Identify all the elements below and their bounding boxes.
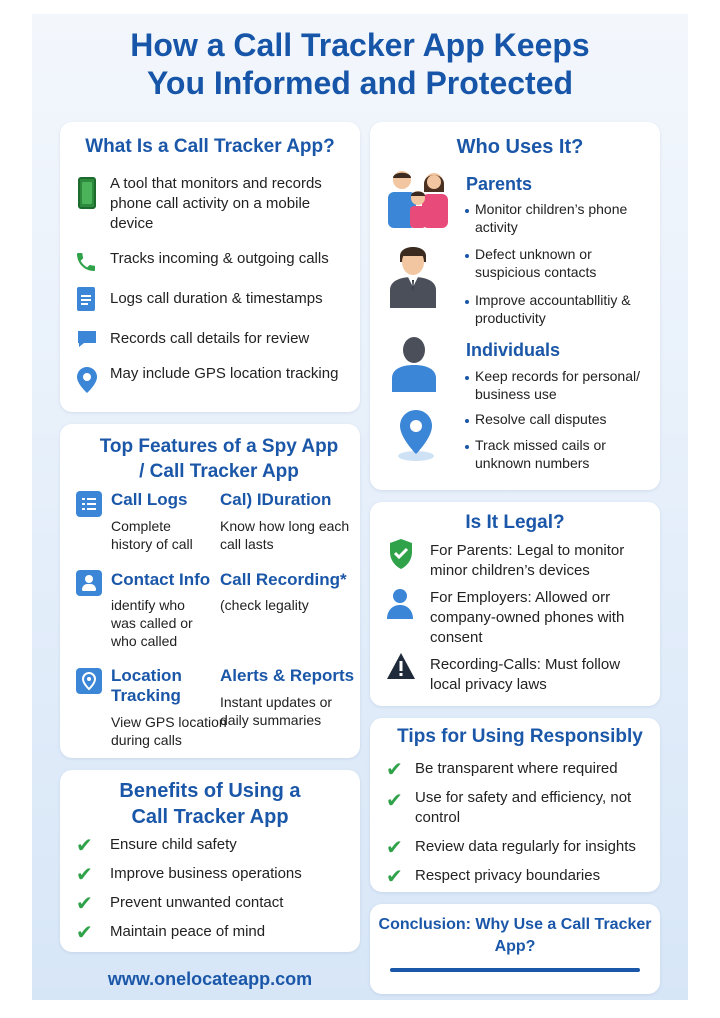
benefit-item-3: Prevent unwanted contact [110, 894, 284, 911]
legal-item-2: For Employers: Allowed orr company-owned phones with consent [430, 589, 625, 646]
feature-location-title-line-2: Tracking [111, 686, 181, 705]
phone-handset-icon [74, 250, 98, 279]
tip-item-2: Use for safety and efficiency, not control [415, 789, 632, 826]
what-is-item-2: Tracks incoming & outgoing calls [110, 250, 329, 267]
businessman-icon [388, 240, 438, 313]
person-icon [386, 587, 414, 624]
bullet-dot [465, 445, 469, 449]
bullet-dot [465, 419, 469, 423]
chat-bubble-icon [75, 327, 99, 356]
contact-card-icon [76, 570, 102, 596]
legal-card [370, 502, 660, 706]
check-icon: ✔ [76, 864, 93, 886]
features-heading [60, 434, 378, 484]
legal-item-3: Recording-Calls: Must follow local privacy laws [430, 656, 621, 693]
page-title [32, 26, 688, 102]
check-icon: ✔ [386, 790, 403, 812]
check-icon: ✔ [76, 893, 93, 915]
tip-item-4: Respect privacy boundaries [415, 867, 601, 884]
individuals-bullet-1: Keep records for personal/ business use [475, 368, 640, 402]
what-is-item-5: May include GPS location tracking [110, 365, 339, 382]
legal-heading: Is It Legal? [465, 512, 565, 533]
feature-call-logs-title: Call Logs [111, 490, 188, 509]
benefit-item-2: Improve business operations [110, 865, 302, 882]
feature-location-tracking-title [111, 666, 182, 706]
benefits-card [60, 770, 360, 952]
check-icon: ✔ [386, 866, 403, 888]
check-icon: ✔ [386, 837, 403, 859]
location-pin-icon [76, 366, 98, 399]
parents-label: Parents [466, 174, 533, 194]
title-line-2: You Informed and Protected [146, 65, 574, 101]
footer-url[interactable]: www.onelocateapp.com [107, 969, 313, 989]
feature-call-duration-desc: Know how long each call lasts [220, 518, 350, 552]
parents-bullet-1: Monitor children’s phone activity [475, 201, 628, 235]
what-is-item-1: A tool that monitors and records phone call activity on a mobile device [110, 175, 322, 232]
bullet-dot [465, 300, 469, 304]
title-line-1: How a Call Tracker App Keeps [130, 27, 590, 63]
benefit-item-4: Maintain peace of mind [110, 923, 266, 940]
individuals-bullet-2: Resolve call disputes [475, 411, 607, 427]
shield-check-icon [388, 538, 414, 575]
bullet-dot [465, 254, 469, 258]
benefits-heading [60, 778, 360, 830]
feature-call-recording-title: Call Recording* [220, 570, 347, 589]
individuals-label: Individuals [466, 340, 561, 360]
location-pin-icon [394, 408, 438, 467]
legal-item-1: For Parents: Legal to monitor minor children’s devices [430, 542, 625, 579]
feature-location-title-line-1: Location [111, 666, 182, 685]
conclusion-heading-line-1: Conclusion: Why Use a Call Tracker [378, 916, 652, 933]
check-icon: ✔ [386, 759, 403, 781]
tips-card [370, 718, 660, 892]
location-pin-icon [76, 668, 102, 694]
check-icon: ✔ [76, 835, 93, 857]
individuals-bullet-3: Track missed cails or unknown numbers [475, 437, 606, 471]
feature-contact-info-title: Contact Info [111, 570, 211, 589]
family-icon [382, 166, 454, 235]
what-is-item-4: Records call details for review [110, 330, 310, 347]
conclusion-heading-line-2: App? [494, 938, 536, 955]
features-card [60, 424, 360, 758]
feature-contact-info-desc: identify who was called or who called [111, 597, 193, 649]
benefit-item-1: Ensure child safety [110, 836, 237, 853]
individual-icon [390, 334, 438, 397]
tip-item-3: Review data regularly for insights [415, 838, 636, 855]
bullet-dot [465, 209, 469, 213]
feature-alerts-reports-title: Alerts & Reports [220, 666, 355, 685]
conclusion-divider [390, 968, 640, 972]
document-icon [77, 287, 95, 311]
feature-call-recording-desc: (check legality [220, 597, 309, 613]
what-is-card [60, 122, 360, 412]
features-heading-line-1: Top Features of a Spy App [99, 436, 339, 457]
what-is-heading: What Is a Call Tracker App? [85, 136, 335, 157]
who-uses-heading: Who Uses It? [456, 136, 584, 158]
parents-bullet-3: Improve accountabllitiy & productivity [475, 292, 631, 326]
feature-location-tracking-desc: View GPS location during calls [111, 714, 227, 748]
bullet-dot [465, 376, 469, 380]
feature-alerts-reports-desc: Instant updates or daily summaries [220, 694, 333, 728]
tips-heading: Tips for Using Responsibly [397, 726, 643, 747]
conclusion-card [370, 904, 660, 994]
tip-item-1: Be transparent where required [415, 760, 618, 777]
benefits-heading-line-2: Call Tracker App [131, 806, 289, 828]
what-is-item-3: Logs call duration & timestamps [110, 290, 323, 307]
features-heading-line-2: / Call Tracker App [139, 461, 299, 482]
check-icon: ✔ [76, 922, 93, 944]
list-icon [76, 491, 102, 517]
parents-bullet-2: Defect unknown or suspicious contacts [475, 246, 597, 280]
who-uses-card [370, 122, 660, 490]
conclusion-heading [370, 914, 660, 958]
benefits-heading-line-1: Benefits of Using a [119, 780, 301, 802]
warning-icon [386, 652, 416, 685]
feature-call-logs-desc: Complete history of call [111, 518, 193, 552]
feature-call-duration-title: Cal) IDuration [220, 490, 332, 509]
phone-device-icon [78, 177, 96, 209]
